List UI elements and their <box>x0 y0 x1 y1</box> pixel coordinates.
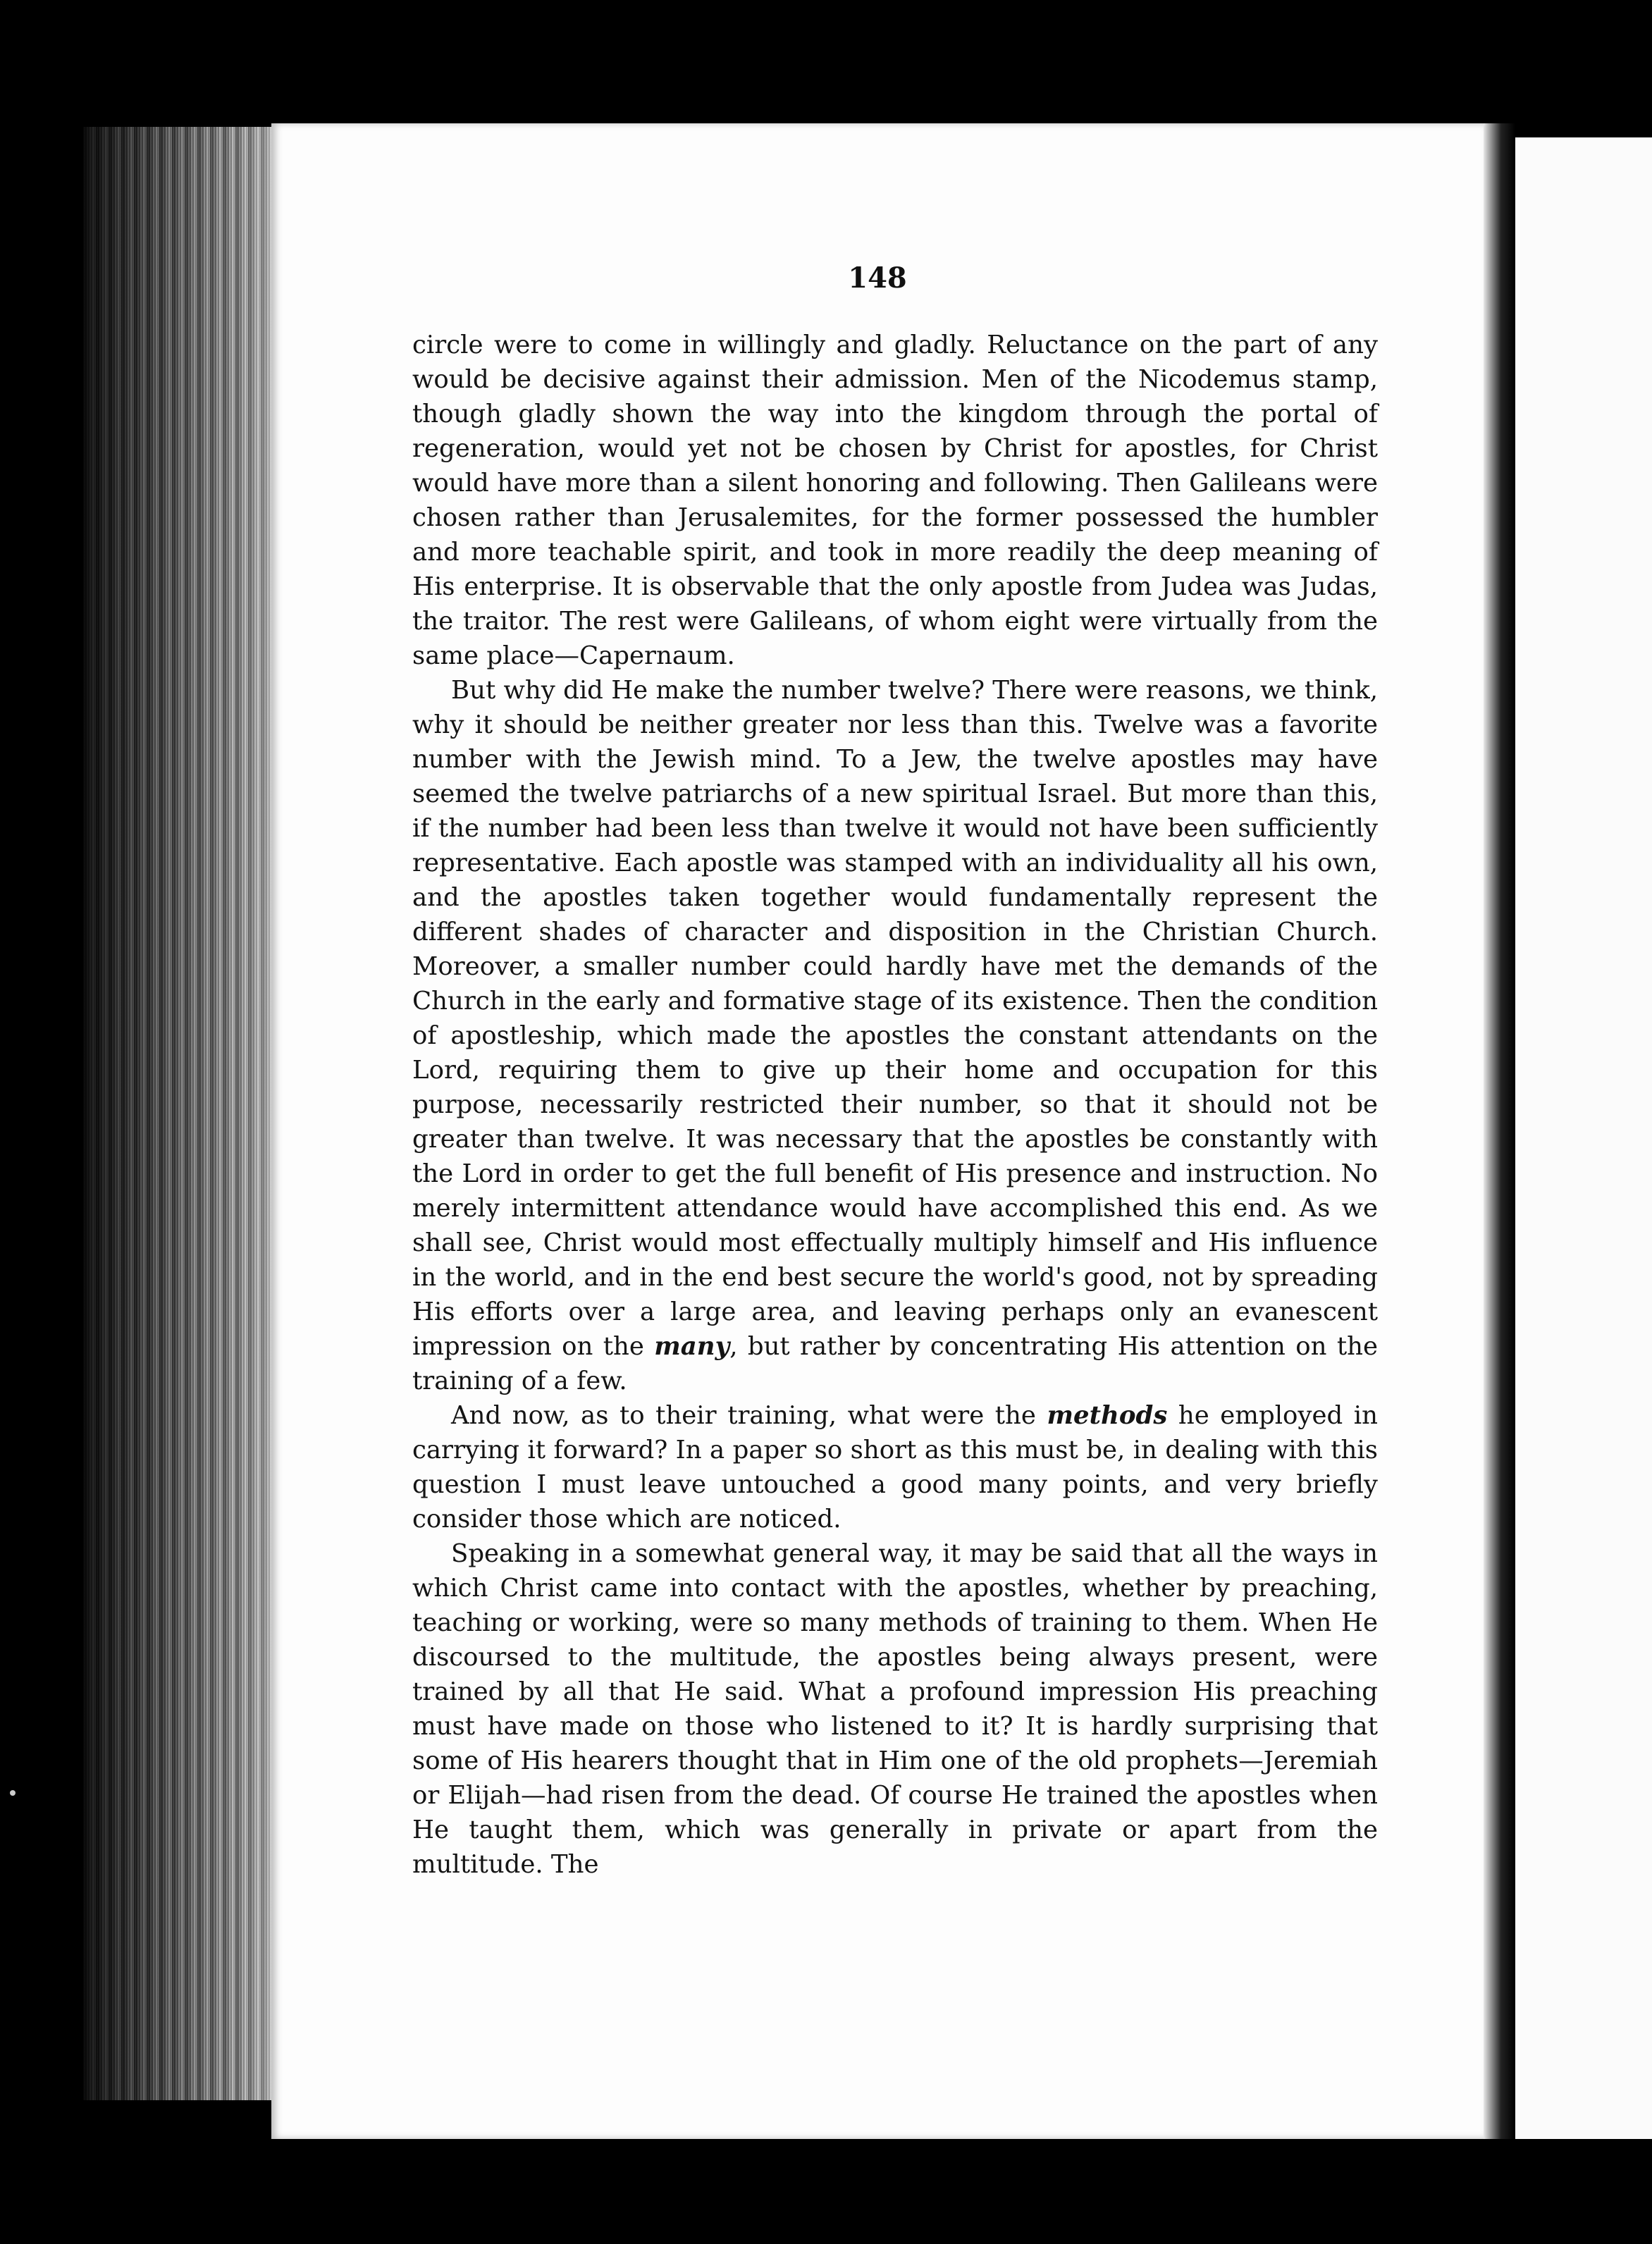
paragraph-3 <box>412 1398 1378 1536</box>
paragraph-2-text-b: , but rather by concentrating His attention on the training of a few. <box>412 1332 1378 1395</box>
page-number: 148 <box>848 261 907 295</box>
paragraph-1-text: circle were to come in willingly and gladly. Reluctance on the part of any would be decisive against their admission. Men of the Nicodemus stamp, though gladly shown the way into the kingdom through the portal of regeneration, would yet not be chosen by Christ for apostles, for Christ would have more than a silent honoring and following. Then Galileans were chosen rather than Jerusalemites, for the former possessed the humbler and more teachable spirit, and took in more readily the deep meaning of His enterprise. It is observable that the only apostle from Judea was Judas, the traitor. The rest were Galileans, of whom eight were virtually from the same place—Capernaum. <box>412 331 1378 670</box>
paragraph-1 <box>412 328 1378 673</box>
paragraph-3-emphasis: methods <box>1047 1401 1168 1430</box>
facing-page <box>1515 137 1652 2139</box>
paragraph-2 <box>412 673 1378 1398</box>
paragraph-4-text: Speaking in a somewhat general way, it may be said that all the ways in which Christ came into contact with the apostles, whether by preaching, teaching or working, were so many methods of training to them. When He discoursed to the multitude, the apostles being always present, were trained by all that He said. What a profound impression His preaching must have made on those who listened to it? It is hardly surprising that some of His hearers thought that in Him one of the old prophets—Jeremiah or Elijah—had risen from the dead. Of course He trained the apostles when He taught them, which was generally in private or apart from the multitude. The <box>412 1539 1378 1879</box>
page-edges-shadow <box>83 127 273 2100</box>
paragraph-3-text-a: And now, as to their training, what were the <box>451 1401 1047 1430</box>
paragraph-4 <box>412 1536 1378 1882</box>
book-page <box>271 123 1484 2139</box>
body-text <box>412 328 1378 1882</box>
book-gutter <box>1484 123 1515 2139</box>
scan-speck <box>10 1790 16 1796</box>
paragraph-2-text-a: But why did He make the number twelve? There were reasons, we think, why it should be neither greater nor less than this. Twelve was a favorite number with the Jewish mind. To a Jew, the twelve apostles may have seemed the twelve patriarchs of a new spiritual Israel. But more than this, if the number had been less than twelve it would not have been sufficiently representative. Each apostle was stamped with an individuality all his own, and the apostles taken together would fundamentally represent the different shades of character and disposition in the Christian Church. Moreover, a smaller number could hardly have met the demands of the Church in the early and formative stage of its existence. Then the condition of apostleship, which made the apostles the constant attendants on the Lord, requiring them to give up their home and occupation for this purpose, necessarily restricted their number, so that it should not be greater than twelve. It was necessary that the apostles be constantly with the Lord in order to get the full benefit of His presence and instruction. No merely intermittent attendance would have accomplished this end. As we shall see, Christ would most effectually multiply himself and His influence in the world, and in the end best secure the world's good, not by spreading His efforts over a large area, and leaving perhaps only an evanescent impression on the <box>412 676 1378 1361</box>
paragraph-2-emphasis: many <box>654 1332 730 1361</box>
paragraph-3-text-b: he employed in carrying it forward? In a paper so short as this must be, in dealing with this question I must leave untouched a good many points, and very briefly consider those which are noticed. <box>412 1401 1378 1534</box>
